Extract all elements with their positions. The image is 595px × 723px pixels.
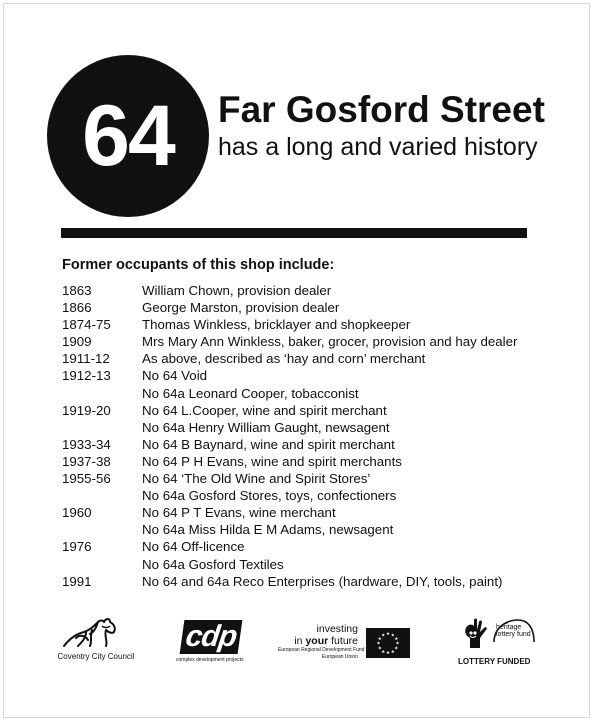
occupant-row xyxy=(62,556,542,573)
house-number: 64 xyxy=(82,87,174,184)
erdf-caption: European Regional Development Fund xyxy=(278,647,365,653)
eu-star-icon: ★ xyxy=(390,648,395,654)
lottery-funded-caption: LOTTERY FUNDED xyxy=(458,657,531,666)
occupant-description: Thomas Winkless, bricklayer and shopkeeper xyxy=(142,317,411,333)
occupant-year xyxy=(62,487,142,504)
page-title: Far Gosford Street xyxy=(218,89,545,130)
occupant-year: 1866 xyxy=(62,300,92,316)
page-subtitle: has a long and varied history xyxy=(218,133,538,161)
heritage-lottery-fund-logo xyxy=(458,616,538,667)
coventry-caption: Coventry City Council xyxy=(57,652,135,661)
occupant-year: 1919-20 xyxy=(62,402,111,418)
occupant-description: No 64 P T Evans, wine merchant xyxy=(142,505,336,521)
occupant-row xyxy=(62,538,542,555)
occupant-year: 1933-34 xyxy=(62,436,111,452)
occupant-row xyxy=(62,350,542,367)
occupant-year: 1976 xyxy=(62,539,92,555)
occupants-heading: Former occupants of this shop include: xyxy=(62,257,335,273)
occupant-row xyxy=(62,367,542,384)
investing-line2-bold: your xyxy=(305,635,329,647)
eu-star-icon: ★ xyxy=(394,635,399,641)
sponsor-logos xyxy=(0,612,595,672)
occupants-table xyxy=(62,282,542,590)
occupant-description: No 64a Gosford Stores, toys, confectioners xyxy=(142,488,397,504)
hlf-name: heritage lottery fund xyxy=(496,624,531,638)
investing-line1: investing xyxy=(316,623,358,635)
occupant-description: No 64a Leonard Cooper, tobacconist xyxy=(142,385,359,401)
occupant-row xyxy=(62,504,542,521)
occupant-year xyxy=(62,521,142,538)
occupant-description: No 64 P H Evans, wine and spirit merchants xyxy=(142,453,402,469)
occupant-year: 1912-13 xyxy=(62,368,111,384)
occupant-description: No 64a Miss Hilda E M Adams, newsagent xyxy=(142,522,394,538)
eu-caption: European Union xyxy=(321,654,358,660)
occupant-year xyxy=(62,556,142,573)
occupant-row xyxy=(62,573,542,590)
occupant-row xyxy=(62,282,542,299)
eu-star-icon: ★ xyxy=(381,632,386,638)
investing-line2-pre: in xyxy=(294,635,303,647)
occupant-row xyxy=(62,436,542,453)
occupant-row xyxy=(62,299,542,316)
occupant-row xyxy=(62,316,542,333)
occupant-description: No 64a Henry William Gaught, newsagent xyxy=(142,419,390,435)
occupant-row xyxy=(62,385,542,402)
occupant-description: No 64 and 64a Reco Enterprises (hardware, DIY, tools, paint) xyxy=(142,573,503,589)
eu-star-icon: ★ xyxy=(377,645,382,651)
occupant-year: 1955-56 xyxy=(62,471,111,487)
horse-rider-icon xyxy=(56,616,136,650)
eu-star-icon: ★ xyxy=(381,648,386,654)
eu-stars xyxy=(366,628,410,658)
occupant-year: 1874-75 xyxy=(62,317,111,333)
occupant-year: 1909 xyxy=(62,334,92,350)
occupant-description: No 64 B Baynard, wine and spirit merchant xyxy=(142,436,395,452)
divider-bar xyxy=(61,228,527,238)
occupant-description: No 64 L.Cooper, wine and spirit merchant xyxy=(142,402,387,418)
occupant-row xyxy=(62,402,542,419)
eu-star-icon: ★ xyxy=(385,631,391,637)
occupant-description: George Marston, provision dealer xyxy=(142,300,340,316)
occupant-row xyxy=(62,453,542,470)
occupant-row xyxy=(62,521,542,538)
occupant-description: No 64 Off-licence xyxy=(142,539,245,555)
investing-line2 xyxy=(278,635,358,647)
eu-star-icon: ★ xyxy=(390,632,395,638)
occupant-year: 1863 xyxy=(62,283,92,298)
occupant-description: William Chown, provision dealer xyxy=(142,283,332,298)
investing-in-your-future-logo xyxy=(278,623,365,661)
eu-star-icon: ★ xyxy=(377,635,382,641)
occupant-year: 1937-38 xyxy=(62,453,111,469)
occupant-year: 1911-12 xyxy=(62,351,110,367)
house-number-badge xyxy=(47,55,209,217)
occupant-year: 1960 xyxy=(62,505,92,521)
occupant-description: As above, described as ‘hay and corn’ merchant xyxy=(142,351,426,367)
eu-star-icon: ★ xyxy=(376,640,381,646)
cdp-logo xyxy=(176,620,254,664)
cdp-caption: complex development projects xyxy=(176,657,244,663)
occupant-year xyxy=(62,419,142,436)
investing-line2-post: future xyxy=(331,635,358,647)
eu-star-icon: ★ xyxy=(394,645,399,651)
occupant-row xyxy=(62,487,542,504)
occupant-description: Mrs Mary Ann Winkless, baker, grocer, provision and hay dealer xyxy=(142,334,518,350)
occupant-row xyxy=(62,470,542,487)
occupant-row xyxy=(62,333,542,350)
coventry-city-council-logo xyxy=(56,616,136,662)
occupant-description: No 64 ‘The Old Wine and Spirit Stores’ xyxy=(142,471,371,487)
cdp-mark: cdp xyxy=(180,620,243,654)
eu-flag-icon xyxy=(366,628,410,658)
occupant-description: No 64a Gosford Textiles xyxy=(142,556,284,572)
occupant-year: 1991 xyxy=(62,573,92,589)
occupant-description: No 64 Void xyxy=(142,368,208,384)
eu-star-icon: ★ xyxy=(385,650,391,656)
occupant-row xyxy=(62,419,542,436)
eu-star-icon: ★ xyxy=(395,640,400,646)
occupant-year xyxy=(62,385,142,402)
